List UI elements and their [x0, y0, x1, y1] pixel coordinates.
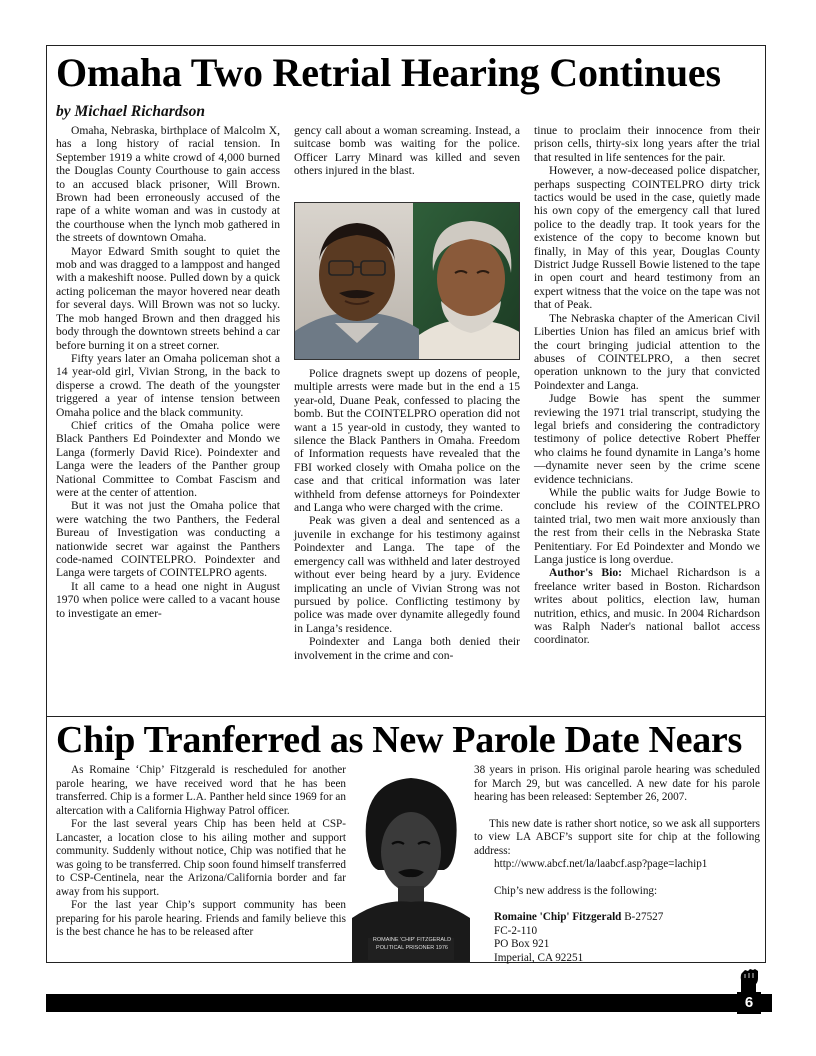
article2-column-2	[474, 764, 760, 965]
paragraph: This new date is rather short notice, so we ask all supporters to view LA ABCF’s support site for chip at the following address:	[474, 817, 760, 857]
paragraph: Omaha, Nebraska, birthplace of Malcolm X, has a long history of racial tension. In September 1919 a white crowd of 4,000 burned the Douglas County Courthouse to gain access to an accused black prisoner, Will Brown. Brown had been erroneously accused of the rape of a white woman and was in custody at the courthouse when the lynch mob gathered in the streets of downtown Omaha.	[56, 124, 280, 245]
paragraph: But it was not just the Omaha police that were watching the two Panthers, the Federal Bureau of Investigation was conducting a nationwide secret war against the Panthers code-named COINTELPRO. Poindexter and Langa were targets of COINTELPRO agents.	[56, 499, 280, 580]
article-divider	[46, 716, 766, 717]
raised-fist-icon	[737, 968, 761, 994]
fitzgerald-photo	[352, 770, 470, 962]
placard-line: POLITICAL PRISONER 1976	[376, 945, 448, 951]
article1-column-1	[56, 124, 280, 620]
paragraph: Chief critics of the Omaha police were Black Panthers Ed Poindexter and Mondo we Langa (formerly David Rice). Poindexter and Langa were the leaders of the Panther group National Committee to Combat Fascism and were at the center of attention.	[56, 418, 280, 499]
fitzgerald-portrait-illustration	[352, 770, 470, 962]
address-line: Imperial, CA 92251	[494, 951, 584, 964]
poindexter-langa-photo	[294, 202, 520, 360]
paragraph: Fifty years later an Omaha policeman shot a 14 year-old girl, Vivian Strong, in the back to disperse a crowd. The death of the youngster triggered a year of intense tension between Omaha police and the black community.	[56, 351, 280, 419]
article1-headline: Omaha Two Retrial Hearing Continues	[56, 50, 721, 95]
article2-column-1	[56, 764, 346, 940]
paragraph: It all came to a head one night in August 1970 when police were called to a vacant house to investigate an emer-	[56, 579, 280, 620]
footer-bar	[46, 994, 772, 1012]
support-site-url: http://www.abcf.net/la/laabcf.asp?page=lachip1	[494, 858, 708, 870]
paragraph: 38 years in prison. His original parole hearing was scheduled for March 29, but was cancelled. A new date for his parole hearing has been released: September 26, 2007.	[474, 764, 760, 803]
portrait-photo-illustration	[295, 203, 520, 360]
address-intro: Chip’s new address is the following:	[494, 884, 658, 897]
paragraph: Judge Bowie has spent the summer reviewing the 1971 trial transcript, studying the legal briefs and considering the contradictory testimony of police detective Robert Pheffer who claims he found dynamite in Langa’s home—dynamite never seen by the crime scene evidence technicians.	[534, 392, 760, 486]
paragraph: tinue to proclaim their innocence from their prison cells, thirty-six long years after the trial that resulted in life sentences for the pair.	[534, 124, 760, 164]
article1-column-2	[294, 367, 520, 662]
paragraph: While the public waits for Judge Bowie to conclude his review of the COINTELPRO tainted trial, two men wait more anxiously than the rest from their cells in the Nebraska State Penitentiary. For Ed Poindexter and Mondo we Langa justice is long overdue.	[534, 485, 760, 566]
article1-byline: by Michael Richardson	[56, 103, 205, 120]
paragraph: Peak was given a deal and sentenced as a juvenile in exchange for his testimony against Poindexter and Langa. The tape of the emergency call was withheld and later destroyed without ever being heard by a jury. Evidence implicating an uncle of Vivian Strong was not pursued by police. Conflicting testimony by police was made over dynamite allegedly found in Langa’s residence.	[294, 514, 520, 635]
paragraph: As Romaine ‘Chip’ Fitzgerald is rescheduled for another parole hearing, we have received word that he has been transferred. Chip is a former L.A. Panther held since 1969 for an altercation with a California Highway Patrol officer.	[56, 764, 346, 817]
author-bio-text: Michael Richardson is a freelance writer based in Boston. Richardson writes about politics, election law, human nutrition, ethics, and music. In 2004 Richardson was Ralph Nader's national ballot access coordinator.	[534, 566, 760, 647]
address-name-line	[474, 911, 760, 925]
paragraph: Mayor Edward Smith sought to quiet the mob and was dragged to a lamppost and hanged with a makeshift noose. Pulled down by a quick acting policeman the mayor hovered near death for several days. Will Brown was not so lucky. The mob hanged Brown and then dragged his body through the downtown streets behind a car before burning it on a street corner.	[56, 244, 280, 352]
placard-line: ROMAINE 'CHIP' FITZGERALD	[372, 937, 452, 943]
article2-headline: Chip Tranferred as New Parole Date Nears	[56, 719, 742, 761]
article1-column-2-top	[294, 124, 520, 178]
author-bio	[534, 566, 760, 646]
paragraph: For the last several years Chip has been held at CSP-Lancaster, a location close to his ailing mother and support community. Suddenly without notice, Chip was notified that he was going to be transferred. Chip soon found himself transferred to CSP-Centinela, near the Arizona/California border and far away from his support.	[56, 818, 346, 898]
paragraph: Poindexter and Langa both denied their involvement in the crime and con-	[294, 635, 520, 662]
article1-column-3	[534, 124, 760, 647]
address-name: Romaine 'Chip' Fitzgerald	[494, 911, 622, 923]
address-line: PO Box 921	[494, 938, 550, 950]
paragraph: However, a now-deceased police dispatcher, perhaps suspecting COINTELPRO dirty trick tactics would be used in the case, quietly made his own copy of the emergency call that lured police to the deadly trap. It took years for the existence of the copy to become known but finally, in May of this year, Douglas County District Judge Russell Bowie listened to the tape in open court and heard testimony from an expert witness that the voice on the tape was not that of Peak.	[534, 164, 760, 312]
paragraph: Police dragnets swept up dozens of people, multiple arrests were made but in the end a 15 year-old, Duane Peak, confessed to placing the bomb. But the COINTELPRO operation did not want a 15 year-old in custody, they wanted to silence the Black Panthers in Omaha. Freedom of Information requests have revealed that the FBI worked closely with Omaha police on the case and that critical information was later withheld from defense attorneys for Poindexter and Langa who were charged with the crime.	[294, 367, 520, 515]
address-line: FC-2-110	[494, 924, 538, 937]
author-bio-label: Author's Bio:	[549, 566, 622, 580]
paragraph: For the last year Chip’s support community has been preparing for his parole hearing. Friends and family believe this is the best chance he has to be released after	[56, 899, 346, 938]
page-number: 6	[737, 992, 761, 1014]
photo-placard	[370, 936, 454, 952]
paragraph: The Nebraska chapter of the American Civil Liberties Union has filed an amicus brief with the court bringing judicial attention to the abuses of COINTELPRO, a then secret operation unknown to the jury that convicted Poindexter and Langa.	[534, 311, 760, 392]
inmate-number: B-27527	[621, 911, 664, 923]
paragraph: gency call about a woman screaming. Instead, a suitcase bomb was waiting for the police. Officer Larry Minard was killed and seven others injured in the blast.	[294, 124, 520, 178]
